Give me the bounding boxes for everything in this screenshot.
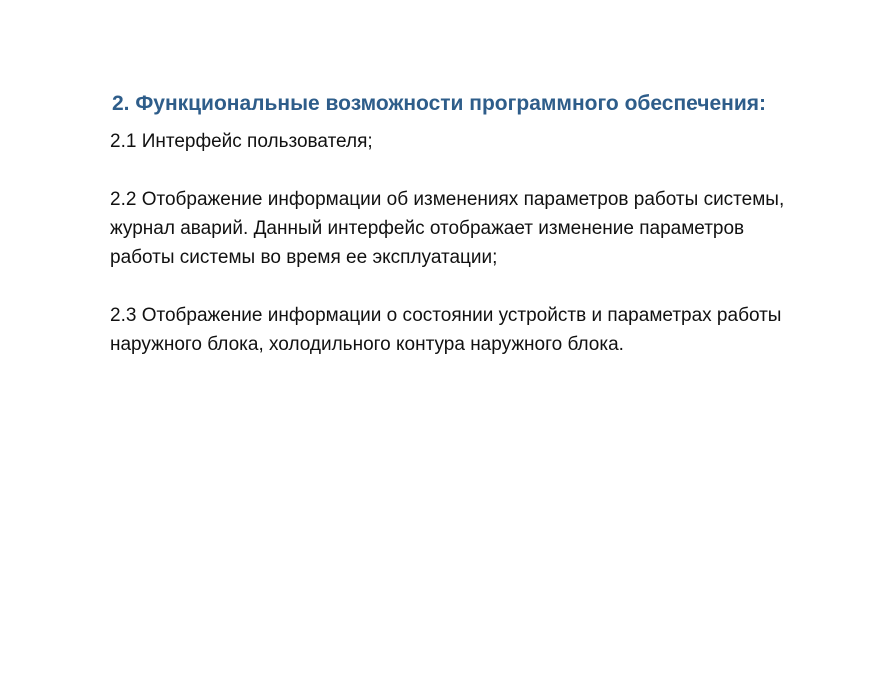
- section-content: [110, 88, 790, 359]
- list-item-2-3: 2.3 Отображение информации о состоянии устройств и параметрах работы наружного блока, холодильного контура наружного блока.: [110, 305, 782, 355]
- list-item-2-1: 2.1 Интерфейс пользователя;: [110, 131, 373, 152]
- section-heading: 2. Функциональные возможности программного обеспечения:: [112, 92, 767, 115]
- list-item-2-2: 2.2 Отображение информации об изменениях параметров работы системы, журнал аварий. Данный интерфейс отображает изменение параметров работы системы во время ее эксплуатации;: [110, 189, 785, 268]
